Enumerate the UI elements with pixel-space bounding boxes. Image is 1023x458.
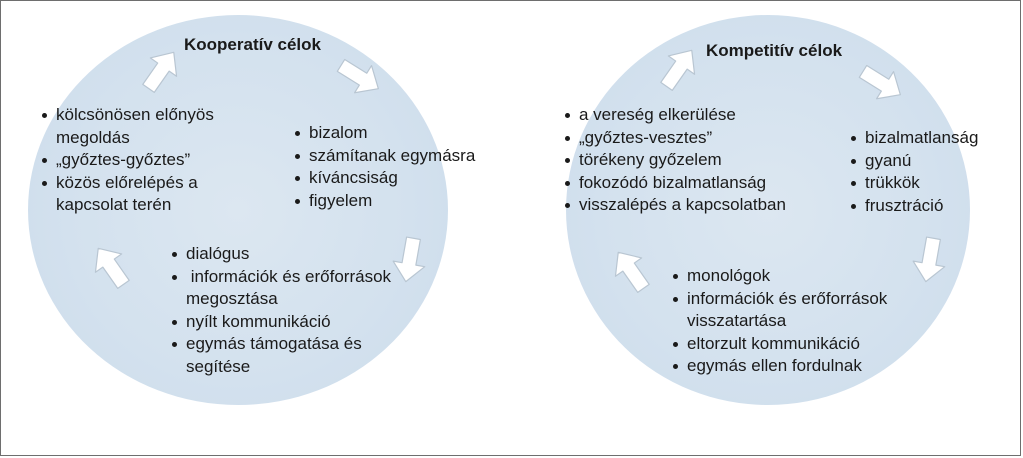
- list-item-text: egymás ellen fordulnak: [687, 356, 862, 375]
- cycle-arrow-icon: [855, 58, 909, 108]
- list-item: [565, 104, 786, 127]
- list-item: [851, 172, 978, 195]
- cooperative-bottom-list: [172, 243, 401, 378]
- competitive-left-list: [565, 104, 786, 217]
- list-item: [565, 194, 786, 217]
- list-item: [565, 127, 786, 150]
- list-item: [673, 333, 932, 356]
- cycle-arrow-icon: [605, 243, 656, 297]
- list-item: [295, 190, 475, 213]
- list-item-text: számítanak egymásra: [309, 145, 476, 165]
- cooperative-left-list: [42, 104, 256, 217]
- list-item-text: fokozódó bizalmatlanság: [579, 172, 767, 192]
- list-item: [295, 167, 475, 190]
- list-item-text: információk és erőforrások visszatartása: [687, 288, 888, 330]
- list-item: [295, 122, 475, 145]
- cooperative-right-list: [295, 122, 475, 212]
- list-item: [673, 355, 932, 378]
- list-item-text: kíváncsiság: [309, 168, 398, 187]
- list-item-text: gyanú: [865, 150, 912, 170]
- list-item-text: a vereség elkerülése: [579, 105, 736, 124]
- list-item-text: trükkök: [865, 173, 920, 192]
- list-item: [673, 265, 932, 288]
- list-item-text: figyelem: [309, 190, 373, 210]
- list-item-text: kölcsönösen előnyös megoldás: [56, 105, 214, 147]
- list-item: [172, 266, 401, 311]
- list-item: [172, 311, 401, 334]
- list-item-text: egymás támogatása és segítése: [186, 334, 362, 376]
- list-item-text: törékeny győzelem: [579, 150, 722, 169]
- list-item-text: bizalmatlanság: [865, 128, 979, 147]
- cooperative-title: Kooperatív célok: [184, 35, 321, 54]
- list-item-text: nyílt kommunikáció: [186, 311, 331, 331]
- list-item: [42, 172, 256, 217]
- cycle-arrow-icon: [135, 43, 186, 97]
- list-item-text: bizalom: [309, 123, 368, 142]
- competitive-title: Kompetitív célok: [706, 41, 843, 60]
- list-item: [851, 150, 978, 173]
- list-item-text: eltorzult kommunikáció: [687, 333, 860, 353]
- list-item: [42, 149, 256, 172]
- list-item-text: visszalépés a kapcsolatban: [579, 195, 786, 214]
- list-item-text: „győztes-győztes”: [56, 150, 191, 169]
- list-item: [851, 127, 978, 150]
- list-item: [565, 172, 786, 195]
- cycle-arrow-icon: [85, 239, 136, 293]
- list-item-text: közös előrelépés a kapcsolat terén: [56, 172, 198, 214]
- list-item: [851, 195, 978, 218]
- list-item-text: monológok: [687, 266, 771, 285]
- list-item-text: dialógus: [186, 244, 250, 263]
- list-item: [673, 288, 932, 333]
- cycle-arrow-icon: [333, 52, 387, 102]
- list-item-text: frusztráció: [865, 195, 944, 215]
- competitive-right-list: [851, 127, 978, 217]
- list-item: [565, 149, 786, 172]
- list-item: [295, 145, 475, 168]
- list-item: [172, 333, 401, 378]
- cycle-arrow-icon: [653, 41, 704, 95]
- competitive-bottom-list: [673, 265, 932, 378]
- list-item-text: információk és erőforrások megosztása: [186, 266, 396, 308]
- list-item: [42, 104, 256, 149]
- list-item: [172, 243, 401, 266]
- list-item-text: „győztes-vesztes”: [579, 127, 713, 147]
